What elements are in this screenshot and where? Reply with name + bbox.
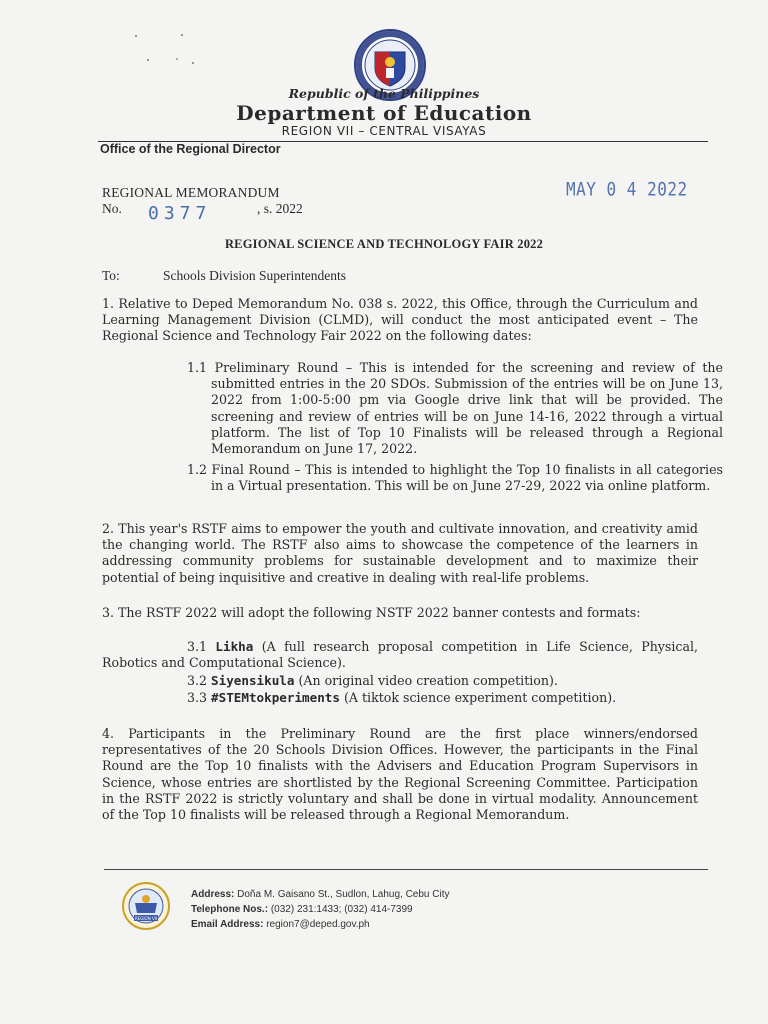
paragraph-2: 2. This year's RSTF aims to empower the youth and cultivate innovation, and creativity amid the changing world. The RSTF also aims to showcase the competence of the learners in addressing community problems for sustainable development and to maximize their potential of being inquisitive and creative in dealing with real-life problems. <box>102 521 698 585</box>
contest-description: (A tiktok science experiment competition). <box>343 690 617 705</box>
footer-divider <box>104 869 708 870</box>
logo-text: REGION VII <box>134 916 158 921</box>
memo-title: REGIONAL SCIENCE AND TECHNOLOGY FAIR 2022 <box>224 237 544 251</box>
paragraph-3: 3. The RSTF 2022 will adopt the following NSTF 2022 banner contests and formats: <box>102 605 641 620</box>
department-heading: Department of Education <box>236 101 532 125</box>
footer-address <box>191 887 449 902</box>
footer-phone <box>191 902 449 917</box>
to-recipient: Schools Division Superintendents <box>163 268 346 283</box>
contest-item-likha <box>102 639 698 671</box>
memo-no-label: No. <box>102 201 122 216</box>
memo-number-stamp: 0377 <box>148 203 212 224</box>
contest-item-stemtokperiments <box>187 690 616 706</box>
memo-type-label: REGIONAL MEMORANDUM <box>102 185 280 200</box>
memo-series: , s. 2022 <box>257 201 303 216</box>
paragraph-1: 1. Relative to Deped Memorandum No. 038 s. 2022, this Office, through the Curriculum and Learning Management Division (CLMD), will conduct the most anticipated event – The Regional Science and Technology Fair 2022 on the following dates: <box>102 296 698 344</box>
contest-name: Likha <box>215 639 254 654</box>
paragraph-4: 4. Participants in the Preliminary Round are the first place winners/endorsed representatives of the 20 Schools Division Offices. However, the participants in the Final Round are the Top 10 finalists with the Advisers and Education Program Supervisors in Science, whose entries are shortlisted by the Regional Screening Committee. Participation in the RSTF 2022 is strictly voluntary and shall be done in virtual modality. Announcement of the Top 10 finalists will be released through a Regional Memorandum. <box>102 726 698 823</box>
contest-name: #STEMtokperiments <box>211 690 340 705</box>
footer-email <box>191 917 449 932</box>
paragraph-1-1: 1.1 Preliminary Round – This is intended for the screening and review of the submitted entries in the 20 SDOs. Submission of the entries will be on June 13, 2022 from 1:00-5:00 pm via Google drive link that will be provided. The screening and review of entries will be on June 14-16, 2022 through a virtual platform. The list of Top 10 Finalists will be released through a Regional Memorandum on June 17, 2022. <box>187 360 723 457</box>
email-label: Email Address: <box>191 919 264 930</box>
footer-contact <box>191 887 449 932</box>
contest-number: 3.1 <box>187 639 208 654</box>
email-value: region7@deped.gov.ph <box>266 919 370 930</box>
date-stamp: MAY 0 4 2022 <box>566 178 688 200</box>
republic-heading: Republic of the Philippines <box>288 86 480 101</box>
address-value: Doña M. Gaisano St., Sudlon, Lahug, Cebu City <box>237 889 450 900</box>
phone-value: (032) 231:1433; (032) 414-7399 <box>270 904 413 915</box>
contest-name: Siyensikula <box>211 673 295 688</box>
contest-item-siyensikula <box>187 673 558 689</box>
phone-label: Telephone Nos.: <box>191 904 269 915</box>
region-heading: REGION VII – CENTRAL VISAYAS <box>281 124 487 138</box>
to-label: To: <box>102 268 120 283</box>
scan-specks <box>130 30 230 70</box>
contest-description: (An original video creation competition). <box>298 673 558 688</box>
paragraph-1-2: 1.2 Final Round – This is intended to highlight the Top 10 finalists in all categories in a Virtual presentation. This will be on June 27-29, 2022 via online platform. <box>187 462 723 494</box>
address-label: Address: <box>191 889 235 900</box>
region-vii-logo-icon <box>121 881 171 931</box>
contest-number: 3.2 <box>187 673 208 688</box>
office-heading: Office of the Regional Director <box>100 142 281 156</box>
contest-number: 3.3 <box>187 690 208 705</box>
contest-description: (A full research proposal competition in Life Science, Physical, Robotics and Computational Science). <box>102 639 698 671</box>
